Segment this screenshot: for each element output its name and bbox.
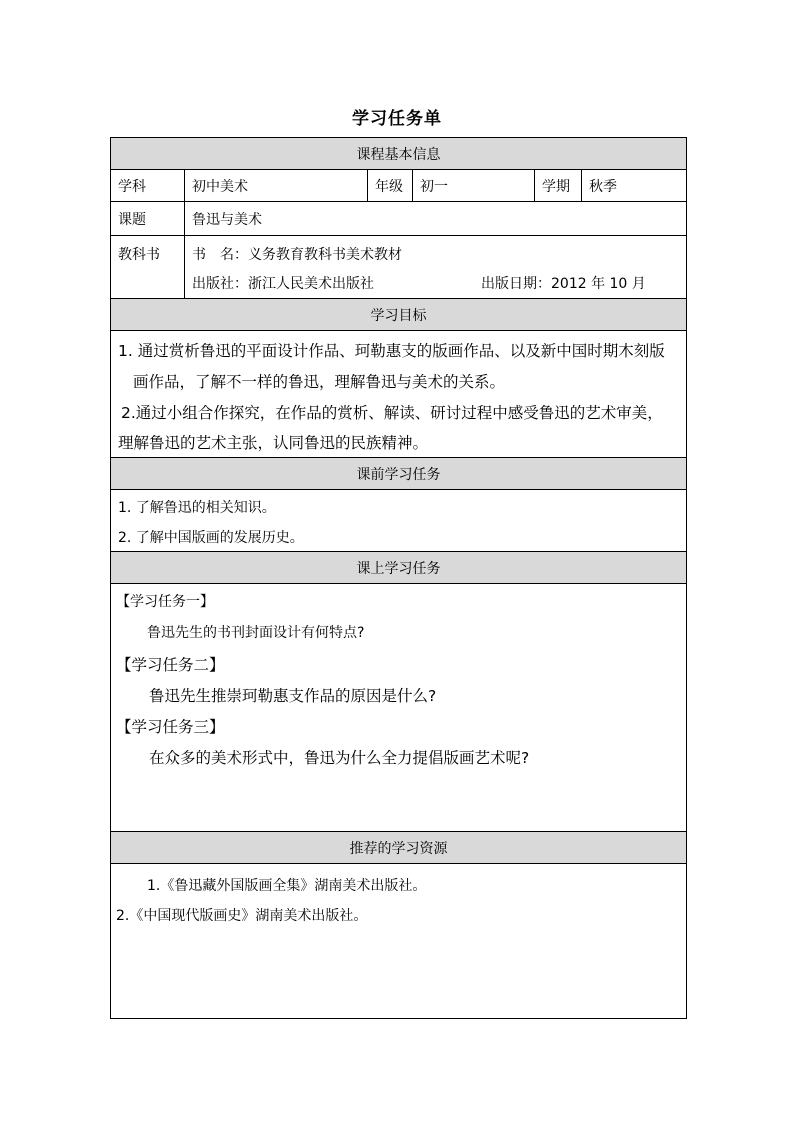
goal-1-line-2: 画作品，了解不一样的鲁迅，理解鲁迅与美术的关系。 — [133, 373, 506, 391]
term-value: 秋季 — [589, 178, 617, 195]
pre-task-item-1: 1. 了解鲁迅的相关知识。 — [118, 500, 276, 516]
pre-tasks-content — [111, 490, 686, 552]
goal-2-line-1: 2.通过小组合作探究，在作品的赏析、解读、研讨过程中感受鲁迅的艺术审美， — [121, 404, 663, 422]
goals-header-text: 学习目标 — [370, 307, 427, 324]
goals-content — [111, 331, 686, 458]
resources-content — [111, 864, 686, 1018]
task-1-label: 【学习任务一】 — [116, 594, 214, 610]
task-1-text: 鲁迅先生的书刊封面设计有何特点? — [147, 625, 365, 641]
grade-label: 年级 — [368, 170, 413, 201]
class-tasks-content — [111, 584, 686, 832]
topic-value: 鲁迅与美术 — [192, 211, 262, 228]
term-label: 学期 — [535, 170, 582, 201]
task-2-label: 【学习任务二】 — [116, 656, 225, 674]
goals-header — [111, 299, 686, 331]
class-tasks-header-text: 课上学习任务 — [356, 560, 441, 577]
goal-2-line-2: 理解鲁迅的艺术主张，认同鲁迅的民族精神。 — [118, 434, 429, 452]
pre-tasks-header-text: 课前学习任务 — [356, 466, 441, 483]
resources-header — [111, 832, 686, 864]
topic-row — [111, 202, 686, 236]
publisher: 出版社：浙江人民美术出版社 — [192, 276, 374, 292]
textbook-label: 教科书 — [111, 236, 185, 298]
book-name: 书 名：义务教育教科书美术教材 — [192, 247, 402, 263]
pre-task-item-2: 2. 了解中国版画的发展历史。 — [118, 530, 304, 546]
resource-item-1: 1.《鲁迅藏外国版画全集》湖南美术出版社。 — [147, 878, 427, 894]
basic-info-header — [111, 138, 686, 170]
task-sheet-table — [110, 137, 687, 1019]
textbook-row — [111, 236, 686, 299]
publication-date: 出版日期：2012 年 10 月 — [481, 276, 646, 292]
basic-info-header-text: 课程基本信息 — [356, 146, 441, 163]
resources-header-text: 推荐的学习资源 — [349, 840, 448, 857]
pre-tasks-header — [111, 458, 686, 490]
task-3-text: 在众多的美术形式中，鲁迅为什么全力提倡版画艺术呢? — [149, 749, 530, 767]
class-tasks-header — [111, 552, 686, 584]
topic-label: 课题 — [111, 202, 185, 235]
goal-1-line-1: 1. 通过赏析鲁迅的平面设计作品、珂勒惠支的版画作品、以及新中国时期木刻版 — [118, 342, 665, 360]
resource-item-2: 2.《中国现代版画史》湖南美术出版社。 — [116, 908, 368, 924]
subject-row — [111, 170, 686, 202]
subject-label: 学科 — [111, 170, 185, 201]
subject-value: 初中美术 — [185, 170, 368, 201]
page-title: 学习任务单 — [352, 109, 442, 129]
task-3-label: 【学习任务三】 — [116, 718, 225, 736]
task-2-text: 鲁迅先生推崇珂勒惠支作品的原因是什么? — [149, 687, 437, 705]
grade-value: 初一 — [413, 170, 535, 201]
